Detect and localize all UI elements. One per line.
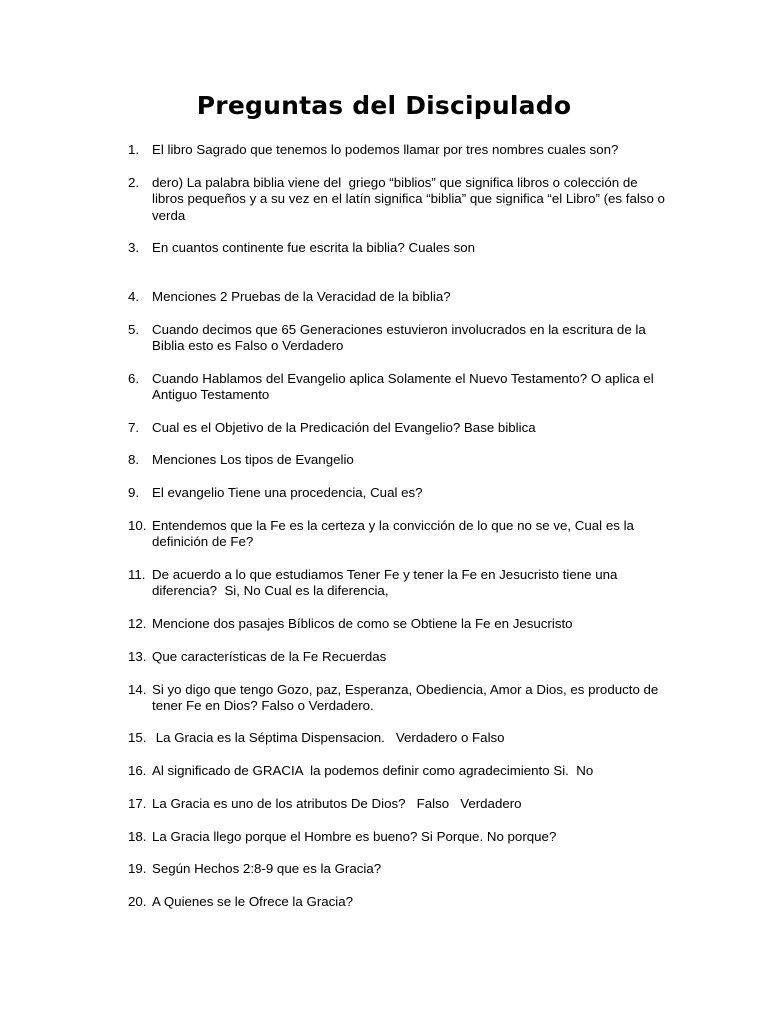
question-item <box>128 518 668 551</box>
question-item <box>128 616 668 632</box>
question-item <box>128 861 668 877</box>
question-item <box>128 322 668 355</box>
question-text: La Gracia llego porque el Hombre es bueno? Si Porque. No porque? <box>152 829 557 844</box>
question-text: Según Hechos 2:8-9 que es la Gracia? <box>152 861 382 876</box>
question-number: 17. <box>128 796 147 811</box>
question-text: Cuando decimos que 65 Generaciones estuvieron involucrados en la escritura de la Biblia esto es Falso o Verdadero <box>152 322 650 354</box>
question-text: Mencione dos pasajes Bíblicos de como se Obtiene la Fe en Jesucristo <box>152 616 573 631</box>
question-text: El libro Sagrado que tenemos lo podemos llamar por tres nombres cuales son? <box>152 142 619 157</box>
page-title: Preguntas del Discipulado <box>196 91 572 120</box>
question-number: 8. <box>128 452 140 467</box>
question-number: 13. <box>128 649 147 664</box>
question-item <box>128 567 668 600</box>
question-text: Al significado de GRACIA la podemos definir como agradecimiento Si. No <box>152 763 594 778</box>
question-text: Si yo digo que tengo Gozo, paz, Esperanza, Obediencia, Amor a Dios, es producto de tener Fe en Dios? Falso o Verdadero. <box>152 682 663 714</box>
question-text: En cuantos continente fue escrita la biblia? Cuales son <box>152 240 476 255</box>
question-item <box>128 829 668 845</box>
question-item <box>128 371 668 404</box>
question-text: La Gracia es la Séptima Dispensacion. Verdadero o Falso <box>152 730 505 745</box>
question-item <box>128 796 668 812</box>
question-text: De acuerdo a lo que estudiamos Tener Fe y tener la Fe en Jesucristo tiene una diferencia? Si, No Cual es la diferencia, <box>152 567 622 599</box>
question-number: 1. <box>128 142 140 157</box>
question-number: 18. <box>128 829 147 844</box>
question-text: La Gracia es uno de los atributos De Dios? Falso Verdadero <box>152 796 522 811</box>
question-number: 10. <box>128 518 147 533</box>
question-number: 20. <box>128 894 147 909</box>
question-number: 14. <box>128 682 147 697</box>
question-text: Cual es el Objetivo de la Predicación del Evangelio? Base biblica <box>152 420 536 435</box>
question-text: Cuando Hablamos del Evangelio aplica Solamente el Nuevo Testamento? O aplica el Antiguo Testamento <box>152 371 657 403</box>
question-text: Menciones 2 Pruebas de la Veracidad de la biblia? <box>152 289 451 304</box>
question-item <box>128 649 668 665</box>
question-item <box>128 763 668 779</box>
question-number: 11. <box>128 567 146 582</box>
question-text: Que características de la Fe Recuerdas <box>152 649 387 664</box>
question-number: 5. <box>128 322 140 337</box>
question-item <box>128 142 668 158</box>
question-number: 4. <box>128 289 140 304</box>
question-item <box>128 894 668 910</box>
question-number: 19. <box>128 861 147 876</box>
question-item <box>128 175 668 224</box>
question-number: 7. <box>128 420 140 435</box>
question-text: dero) La palabra biblia viene del griego “biblios” que significa libros o colección de libros pequeños y a su vez en el latín significa “biblia” que significa “el Libro” (es falso o verda <box>152 175 669 223</box>
question-item <box>128 289 668 305</box>
question-item <box>128 452 668 468</box>
question-number: 6. <box>128 371 140 386</box>
question-item <box>128 240 668 256</box>
question-text: Menciones Los tipos de Evangelio <box>152 452 354 467</box>
question-number: 12. <box>128 616 147 631</box>
question-text: A Quienes se le Ofrece la Gracia? <box>152 894 354 909</box>
question-item <box>128 730 668 746</box>
question-number: 15. <box>128 730 147 745</box>
question-item <box>128 682 668 715</box>
question-text: El evangelio Tiene una procedencia, Cual es? <box>152 485 423 500</box>
question-number: 16. <box>128 763 147 778</box>
question-number: 3. <box>128 240 140 255</box>
question-item <box>128 420 668 436</box>
question-text: Entendemos que la Fe es la certeza y la convicción de lo que no se ve, Cual es la definición de Fe? <box>152 518 638 550</box>
question-number: 2. <box>128 175 140 190</box>
question-item <box>128 485 668 501</box>
question-number: 9. <box>128 485 140 500</box>
